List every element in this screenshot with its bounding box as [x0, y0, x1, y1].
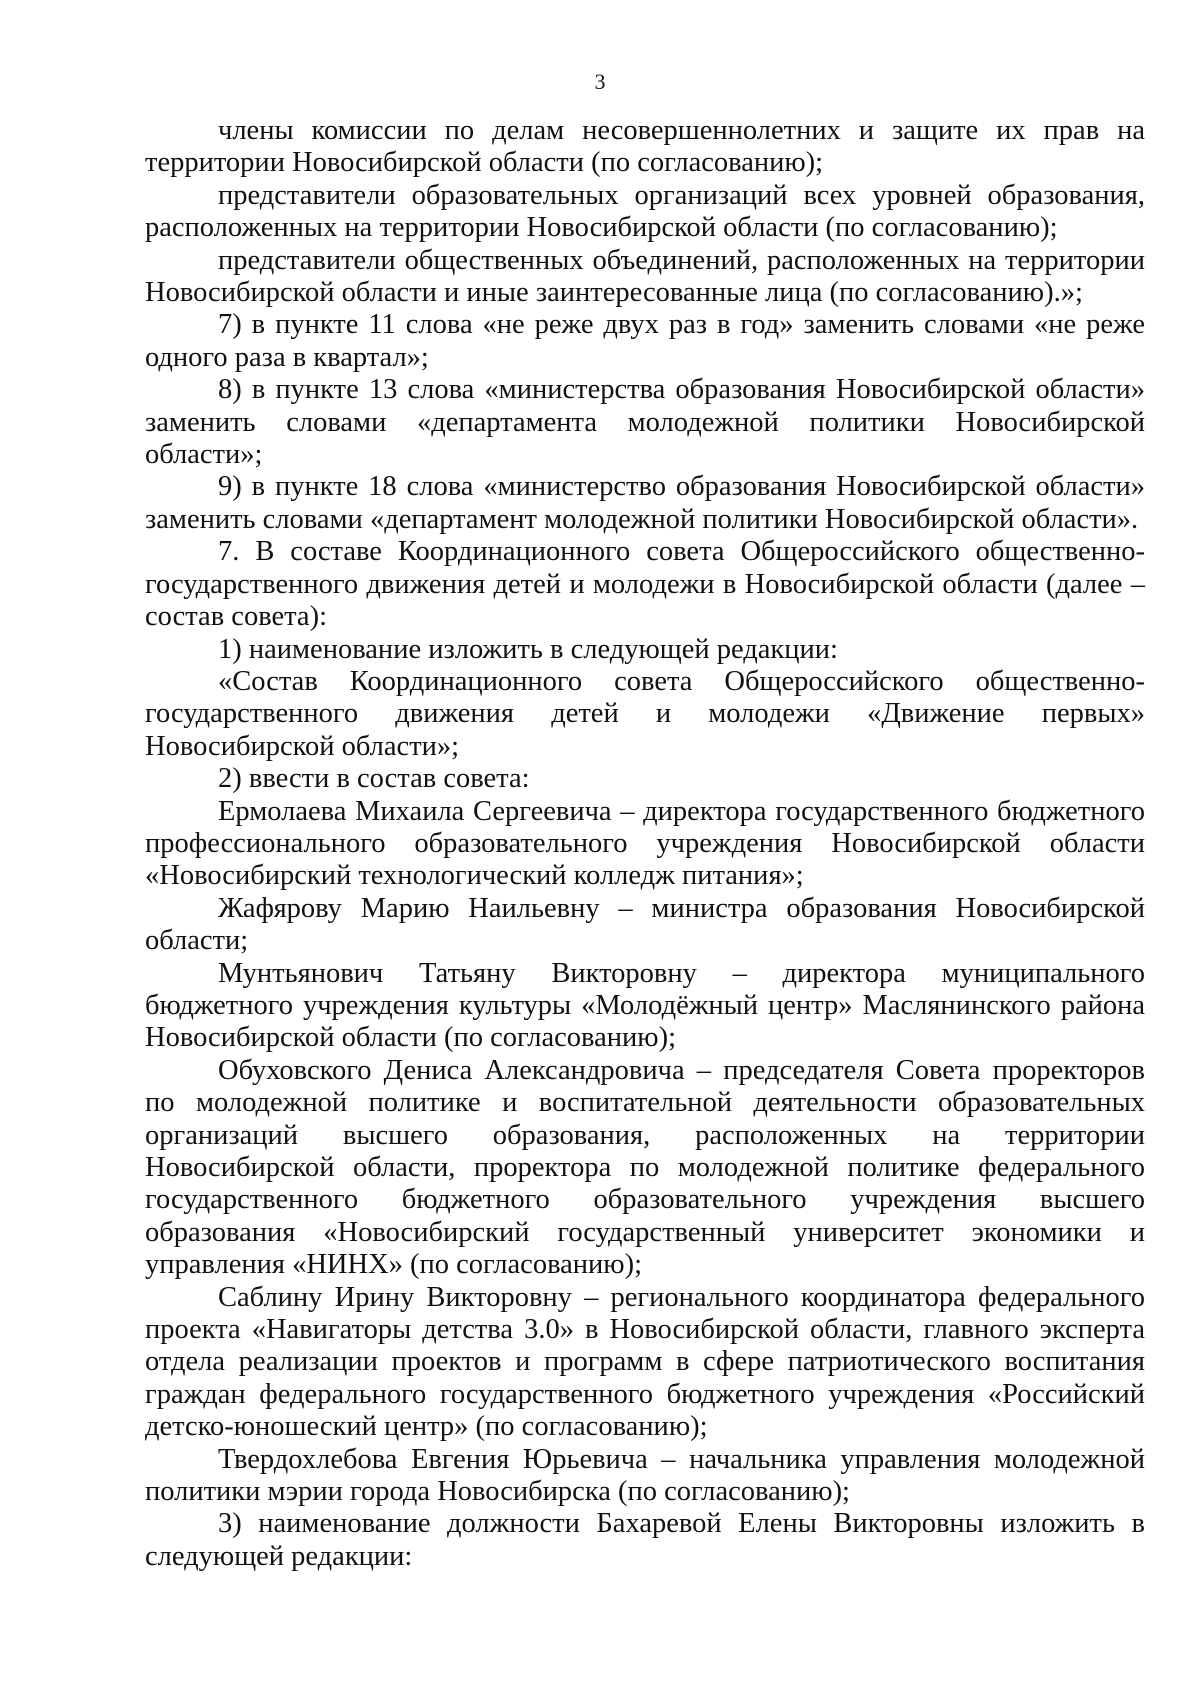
- paragraph-member-ermolaev: Ермолаева Михаила Сергеевича – директора государственного бюджетного профессионального образовательного учреждения Новосибирской области «Новосибирский технологический колледж питания»;: [145, 795, 1145, 892]
- paragraph-section-7: 7. В составе Координационного совета Общероссийского общественно-государственного движения детей и молодежи в Новосибирской области (далее – состав совета):: [145, 536, 1145, 633]
- paragraph-member-muntyanovich: Мунтьянович Татьяну Викторовну – директора муниципального бюджетного учреждения культуры «Молодёжный центр» Маслянинского района Новосибирской области (по согласованию);: [145, 957, 1145, 1054]
- paragraph-item-9-point-18: 9) в пункте 18 слова «министерство образования Новосибирской области» заменить словами «департамент молодежной политики Новосибирской области».: [145, 471, 1145, 535]
- paragraph-item-7-point-11: 7) в пункте 11 слова «не реже двух раз в год» заменить словами «не реже одного раза в квартал»;: [145, 309, 1145, 373]
- paragraph-education-representatives: представители образовательных организаций всех уровней образования, расположенных на территории Новосибирской области (по согласованию);: [145, 179, 1145, 244]
- paragraph-item-8-point-13: 8) в пункте 13 слова «министерства образования Новосибирской области» заменить словами «департамента молодежной политики Новосибирской области»;: [145, 374, 1145, 471]
- paragraph-subitem-2: 2) ввести в состав совета:: [218, 763, 530, 795]
- paragraph-member-tverdokhlebov: Твердохлебова Евгения Юрьевича – начальника управления молодежной политики мэрии города Новосибирска (по согласованию);: [145, 1443, 1145, 1508]
- paragraph-subitem-3: 3) наименование должности Бахаревой Елены Викторовны изложить в следующей редакции:: [145, 1508, 1145, 1572]
- paragraph-subitem-1: 1) наименование изложить в следующей редакции:: [218, 633, 838, 665]
- paragraph-council-new-name: «Состав Координационного совета Общероссийского общественно-государственного движения детей и молодежи «Движение первых» Новосибирской области»;: [145, 665, 1145, 762]
- page-number: 3: [594, 69, 606, 94]
- paragraph-member-zhafyarova: Жафярову Марию Наильевну – министра образования Новосибирской области;: [145, 892, 1145, 957]
- paragraph-member-sablina: Саблину Ирину Викторовну – регионального координатора федерального проекта «Навигаторы детства 3.0» в Новосибирской области, главного эксперта отдела реализации проектов и программ в сфере патриотического воспитания граждан федерального государственного бюджетного учреждения «Российский детско-юношеский центр» (по согласованию);: [145, 1281, 1145, 1443]
- paragraph-commission-members: члены комиссии по делам несовершеннолетних и защите их прав на территории Новосибирской области (по согласованию);: [145, 115, 1145, 179]
- paragraph-public-associations: представители общественных объединений, расположенных на территории Новосибирской области и иные заинтересованные лица (по согласованию).»;: [145, 244, 1145, 309]
- paragraph-member-obukhovsky: Обуховского Дениса Александровича – председателя Совета проректоров по молодежной политике и воспитательной деятельности образовательных организаций высшего образования, расположенных на территории Новосибирской области, проректора по молодежной политике федерального государственного бюджетного образовательного учреждения высшего образования «Новосибирский государственный университет экономики и управления «НИНХ» (по согласованию);: [145, 1054, 1145, 1281]
- document-body: [145, 115, 1145, 1573]
